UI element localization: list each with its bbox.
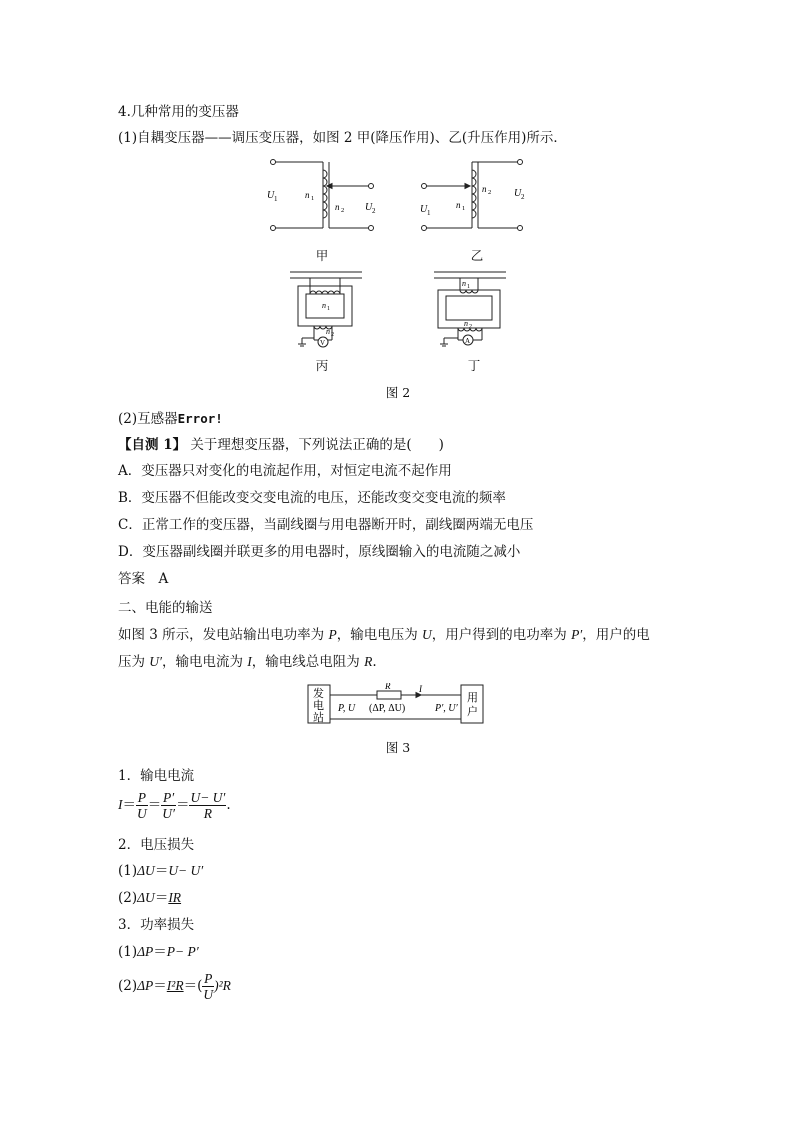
resistor-label: R bbox=[385, 683, 391, 691]
svg-text:U: U bbox=[514, 188, 522, 199]
figure-ding bbox=[430, 266, 510, 360]
svg-text:1: 1 bbox=[427, 209, 431, 217]
heading-power-loss: 3．功率损失 bbox=[118, 917, 195, 933]
section-2-para-line1: 如图 3 所示，发电站输出电功率为 P，输电电压为 U，用户得到的电功率为 P′，用户的电 bbox=[118, 627, 650, 643]
quiz-option: A．变压器只对变化的电流起作用，对恒定电流不起作用 bbox=[118, 463, 452, 479]
transformer-item2: (2)互感器Error! bbox=[118, 411, 223, 427]
svg-text:n: n bbox=[322, 301, 326, 310]
left-label: P, U bbox=[338, 703, 356, 714]
formula-power-1: (1)ΔP＝P− P′ bbox=[118, 944, 199, 960]
svg-text:1: 1 bbox=[462, 205, 466, 212]
voltmeter-label: V bbox=[320, 339, 326, 347]
svg-text:n: n bbox=[456, 200, 461, 210]
svg-text:用: 用 bbox=[467, 692, 478, 704]
svg-text:1: 1 bbox=[327, 306, 330, 312]
right-label: P′, U′ bbox=[435, 703, 458, 714]
svg-text:1: 1 bbox=[274, 195, 278, 203]
svg-text:n: n bbox=[464, 319, 468, 328]
svg-text:户: 户 bbox=[467, 706, 478, 718]
svg-text:站: 站 bbox=[313, 712, 324, 724]
figure-bing bbox=[286, 266, 366, 360]
u1-label: U bbox=[267, 190, 275, 201]
quiz-answer: 答案 A bbox=[118, 571, 169, 587]
svg-text:2: 2 bbox=[341, 207, 345, 214]
heading-transmission-current: 1．输电电流 bbox=[118, 768, 195, 784]
figure-3 bbox=[307, 683, 485, 731]
section-2-para-line2: 压为 U′，输电电流为 I，输电线总电阻为 R. bbox=[118, 654, 377, 670]
svg-text:2: 2 bbox=[469, 324, 472, 330]
svg-text:U: U bbox=[365, 202, 373, 213]
quiz-stem: 【自测 1】 关于理想变压器，下列说法正确的是( ) bbox=[118, 437, 444, 453]
formula-voltage-1: (1)ΔU＝U− U′ bbox=[118, 863, 204, 879]
quiz-option: B．变压器不但能改变交变电流的电压，还能改变交变电流的频率 bbox=[118, 490, 506, 506]
svg-text:n: n bbox=[335, 202, 340, 212]
svg-text:n: n bbox=[326, 327, 330, 336]
error-text: Error! bbox=[177, 411, 223, 426]
caption-bing: 丙 bbox=[315, 358, 329, 373]
figure-3-caption: 图 3 bbox=[385, 740, 411, 755]
svg-text:电: 电 bbox=[313, 700, 324, 712]
caption-yi: 乙 bbox=[470, 248, 484, 263]
caption-jia: 甲 bbox=[315, 248, 329, 263]
svg-text:n: n bbox=[482, 184, 487, 194]
svg-text:发: 发 bbox=[313, 688, 324, 700]
svg-text:2: 2 bbox=[488, 189, 492, 196]
quiz-option: D．变压器副线圈并联更多的用电器时，原线圈输入的电流随之减小 bbox=[118, 544, 521, 560]
caption-ding: 丁 bbox=[467, 358, 481, 373]
svg-text:1: 1 bbox=[311, 195, 315, 202]
formula-current: I＝ $\frac{P}{U}$ ＝ $\frac{P'}{U'}$ ＝ $\frac{U- U'}{R}$ . bbox=[118, 790, 231, 821]
figure-2-caption: 图 2 bbox=[385, 385, 411, 400]
formula-power-2: (2)ΔP＝I²R＝( $\frac{P}{U}$ )²R bbox=[118, 971, 231, 1002]
svg-text:2: 2 bbox=[372, 207, 376, 215]
heading-voltage-loss: 2．电压损失 bbox=[118, 837, 195, 853]
figure-yi bbox=[418, 156, 538, 240]
section-2-title: 二、电能的输送 bbox=[118, 600, 213, 616]
ammeter-label: A bbox=[465, 337, 471, 345]
autotransformer-text: (1)自耦变压器——调压变压器，如图 2 甲(降压作用)、乙(升压作用)所示． bbox=[118, 130, 567, 146]
current-label: I bbox=[419, 684, 422, 694]
svg-text:n: n bbox=[305, 190, 310, 200]
svg-text:n: n bbox=[462, 279, 466, 288]
svg-text:1: 1 bbox=[467, 284, 470, 290]
quiz-option: C．正常工作的变压器，当副线圈与用电器断开时，副线圈两端无电压 bbox=[118, 517, 534, 533]
svg-text:2: 2 bbox=[521, 193, 525, 201]
figure-jia bbox=[265, 156, 385, 240]
section-title: 4.几种常用的变压器 bbox=[118, 104, 239, 120]
svg-text:U: U bbox=[420, 204, 428, 215]
formula-voltage-2: (2)ΔU＝IR bbox=[118, 890, 182, 906]
svg-text:2: 2 bbox=[331, 332, 334, 338]
mid-label: (ΔP, ΔU) bbox=[369, 703, 406, 714]
